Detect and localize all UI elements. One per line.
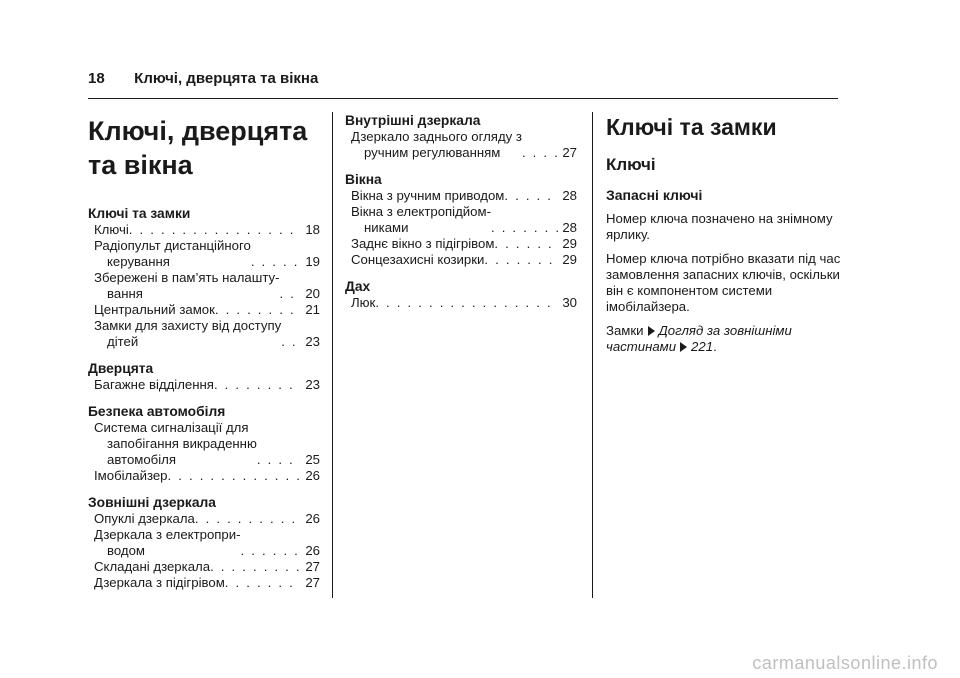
toc-entry-text: Багажне відділення (94, 377, 214, 392)
toc-section-heading: Дверцята (88, 361, 154, 376)
toc-leader-dots (484, 252, 558, 268)
header-rule (88, 98, 838, 99)
toc-leader-dots (257, 452, 301, 468)
toc-list-1 (88, 205, 320, 591)
header-title: Ключі, дверцята та вікна (134, 70, 319, 87)
toc-leader-dots (375, 295, 558, 311)
toc-entry-text: Заднє вікно з підігрівом (351, 236, 495, 251)
toc-entry-text: Складані дзеркала (94, 559, 211, 574)
watermark: carmanualsonline.info (752, 653, 938, 673)
toc-entry-text: Сонцезахисні козирки (351, 252, 485, 267)
toc-entry-page: 26 (305, 511, 320, 526)
toc-entry[interactable] (88, 527, 320, 559)
toc-entry-text: Радіопульт дистанційного керування (94, 238, 251, 269)
toc-entry-text: Вікна з ручним приводом (351, 188, 505, 203)
toc-leader-dots (225, 575, 302, 591)
toc-entry[interactable] (88, 222, 320, 238)
toc-entry-text: Дзеркала з електропри- водом (94, 527, 241, 558)
toc-entry-text: Ключі (94, 222, 129, 237)
toc-entry[interactable] (88, 559, 320, 575)
toc-leader-dots (504, 188, 558, 204)
toc-entry-page: 25 (305, 452, 320, 467)
toc-leader-dots (195, 511, 301, 527)
toc-entry[interactable] (345, 204, 577, 236)
cross-ref-page[interactable]: 221 (691, 339, 714, 354)
toc-entry-text: Опуклі дзеркала (94, 511, 195, 526)
toc-leader-dots (494, 236, 558, 252)
toc-entry-page: 23 (305, 334, 320, 349)
toc-section-heading: Вікна (345, 172, 382, 187)
toc-entry[interactable] (88, 238, 320, 270)
toc-entry[interactable] (345, 188, 577, 204)
toc-entry-text: Замки для захисту від доступу дітей (94, 318, 282, 349)
toc-entry-page: 21 (305, 302, 320, 317)
toc-entry[interactable] (345, 129, 577, 161)
subsection-heading: Ключі (606, 155, 656, 174)
toc-leader-dots (215, 302, 301, 318)
paragraph-1: Номер ключа позначено на знімному ярлику. (606, 211, 833, 242)
column-divider-1 (332, 112, 333, 598)
arrow-right-icon (648, 326, 655, 336)
topic-heading: Запасні ключі (606, 187, 703, 203)
toc-entry-page: 29 (562, 236, 577, 251)
toc-section-heading: Дах (345, 279, 371, 294)
toc-entry[interactable] (345, 252, 577, 268)
toc-entry-page: 18 (305, 222, 320, 237)
toc-leader-dots (241, 543, 302, 559)
page-number: 18 (88, 70, 105, 87)
toc-leader-dots (168, 468, 302, 484)
toc-leader-dots (210, 559, 301, 575)
toc-entry-text: Система сигналізації для запобігання викраденню автомобіля (94, 420, 257, 467)
toc-leader-dots (280, 286, 302, 302)
toc-entry-page: 23 (305, 377, 320, 392)
toc-column-2 (345, 112, 577, 311)
toc-entry[interactable] (88, 468, 320, 484)
toc-entry-page: 28 (562, 188, 577, 203)
toc-entry-text: Вікна з електропідйом- никами (351, 204, 491, 235)
section-heading: Ключі та замки (606, 114, 777, 140)
toc-entry-page: 30 (562, 295, 577, 310)
toc-entry[interactable] (88, 270, 320, 302)
toc-entry-page: 26 (305, 543, 320, 558)
toc-entry-page: 27 (562, 145, 577, 160)
toc-leader-dots (491, 220, 558, 236)
toc-leader-dots (251, 254, 302, 270)
toc-entry-text: Збережені в пам’ять налашту- вання (94, 270, 280, 301)
toc-entry-page: 26 (305, 468, 320, 483)
toc-entry[interactable] (88, 575, 320, 591)
page-header (88, 70, 318, 87)
cross-ref-link[interactable]: Догляд за зовнішніми частинами (606, 323, 792, 354)
toc-list-2 (345, 112, 577, 311)
toc-entry[interactable] (345, 295, 577, 311)
toc-leader-dots (129, 222, 302, 238)
toc-column-1 (88, 112, 320, 591)
toc-entry-text: Імобілайзер (94, 468, 168, 483)
toc-leader-dots (281, 334, 301, 350)
toc-entry-page: 28 (562, 220, 577, 235)
toc-entry-text: Дзеркало заднього огляду з ручним регулюванням (351, 129, 522, 160)
toc-leader-dots (522, 145, 558, 161)
toc-entry-text: Люк (351, 295, 376, 310)
chapter-title: Ключі, дверцята та вікна (88, 116, 308, 180)
toc-entry[interactable] (88, 302, 320, 318)
toc-entry-text: Дзеркала з підігрівом (94, 575, 225, 590)
cross-ref-prefix: Замки (606, 323, 644, 338)
toc-entry-page: 29 (562, 252, 577, 267)
toc-entry[interactable] (345, 236, 577, 252)
toc-section-heading: Внутрішні дзеркала (345, 113, 481, 128)
column-divider-2 (592, 112, 593, 598)
arrow-right-icon (680, 342, 687, 352)
toc-entry-page: 27 (305, 575, 320, 590)
toc-leader-dots (214, 377, 301, 393)
toc-section-heading: Безпека автомобіля (88, 404, 226, 419)
content-column (606, 112, 841, 363)
paragraph-2: Номер ключа потрібно вказати під час замовлення запасних ключів, оскільки він є компонентом системи імобілайзера. (606, 251, 841, 314)
toc-section-heading: Зовнішні дзеркала (88, 495, 216, 510)
toc-entry[interactable] (88, 318, 320, 350)
toc-entry-page: 27 (305, 559, 320, 574)
toc-entry[interactable] (88, 511, 320, 527)
toc-entry-page: 19 (305, 254, 320, 269)
toc-section-heading: Ключі та замки (88, 206, 191, 221)
toc-entry-page: 20 (305, 286, 320, 301)
toc-entry[interactable] (88, 420, 320, 468)
toc-entry[interactable] (88, 377, 320, 393)
paragraph-3 (606, 323, 841, 355)
cross-ref-end: . (713, 339, 717, 354)
toc-entry-text: Центральний замок (94, 302, 215, 317)
